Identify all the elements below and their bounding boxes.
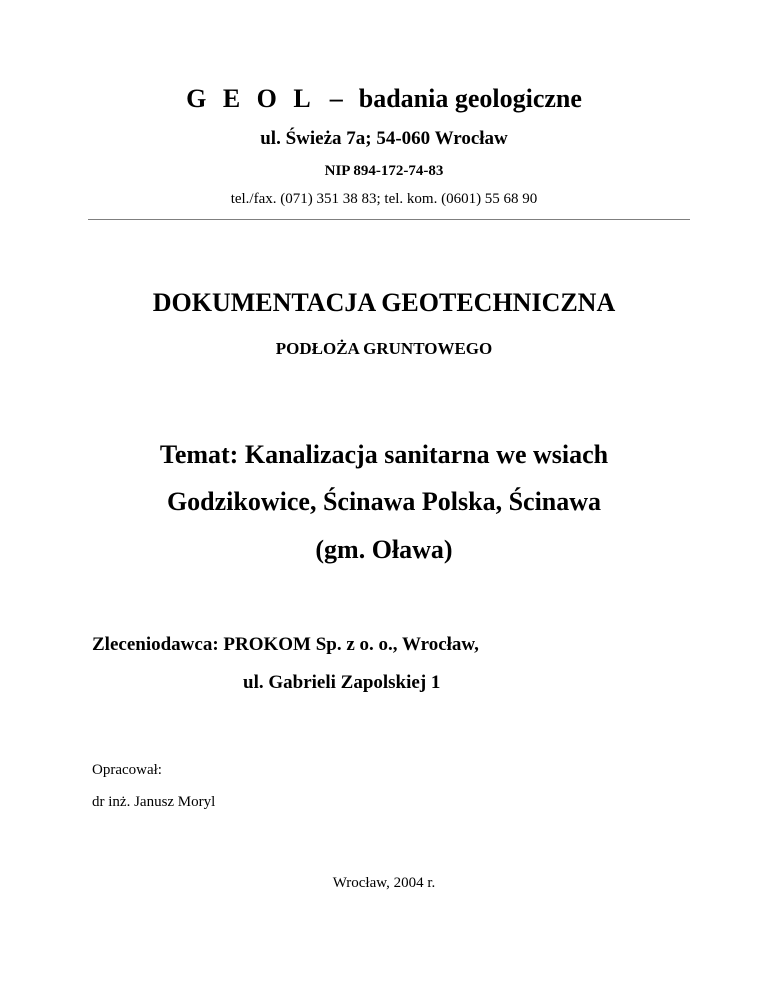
- header-dash: –: [329, 84, 343, 113]
- client-line-1: Zleceniodawca: PROKOM Sp. z o. o., Wrocław,: [92, 634, 479, 655]
- company-address: ul. Świeża 7a; 54-060 Wrocław: [260, 128, 508, 149]
- document-subtitle: PODŁOŻA GRUNTOWEGO: [275, 339, 493, 358]
- author-name: dr inż. Janusz Moryl: [92, 794, 216, 810]
- place-and-date: Wrocław, 2004 r.: [332, 875, 436, 891]
- topic-line-3: (gm. Oława): [315, 535, 453, 564]
- header-divider: [88, 219, 690, 220]
- document-title: DOKUMENTACJA GEOTECHNICZNA: [152, 288, 616, 317]
- topic-line-1: Temat: Kanalizacja sanitarna we wsiach: [159, 440, 609, 469]
- client-line-2: ul. Gabrieli Zapolskiej 1: [243, 672, 441, 693]
- topic-line-2: Godzikowice, Ścinawa Polska, Ścinawa: [166, 487, 602, 516]
- company-header: [0, 84, 768, 114]
- company-name: G E O L: [186, 84, 316, 113]
- company-phones: tel./fax. (071) 351 38 83; tel. kom. (0601) 55 68 90: [230, 191, 538, 207]
- company-tagline: badania geologiczne: [358, 84, 582, 113]
- company-nip: NIP 894-172-74-83: [324, 163, 444, 179]
- author-label: Opracował:: [92, 762, 162, 778]
